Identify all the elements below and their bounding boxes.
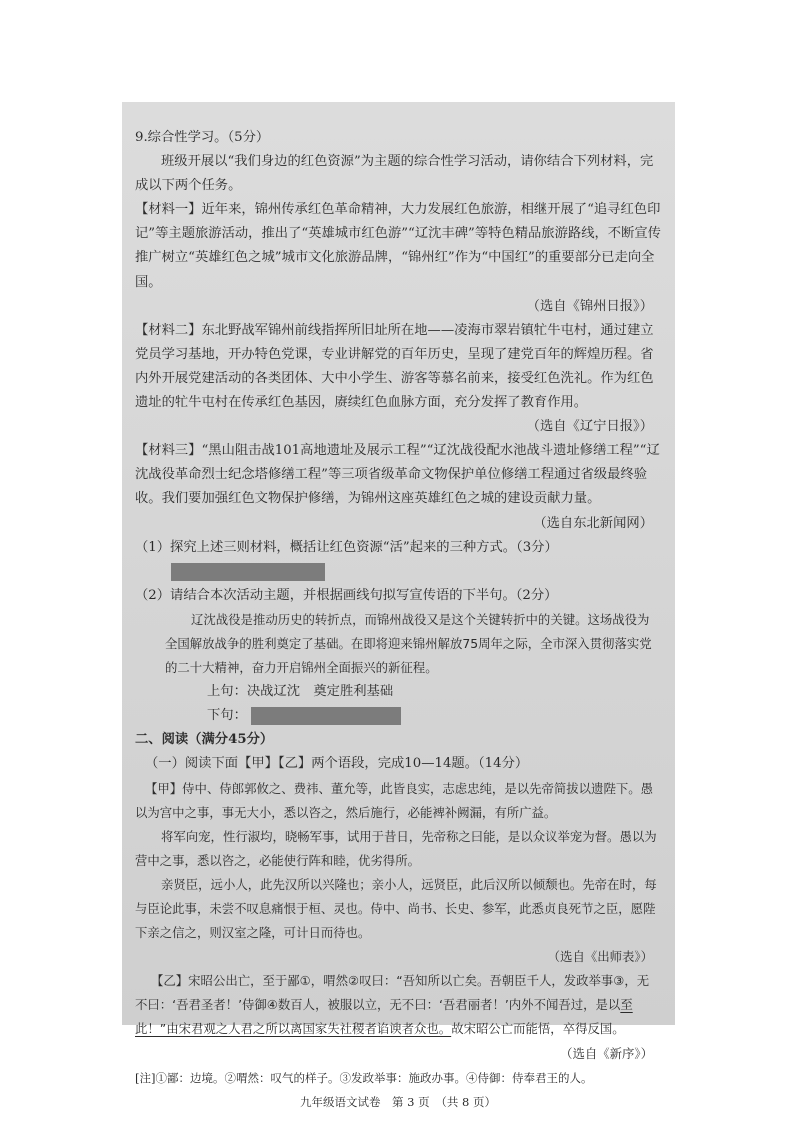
passage-yi-underlined: 至此！”由宋君观之人君之所以离国家失社稷者谄谀者众也。 (135, 997, 633, 1037)
lower-line-label: 下句： (207, 708, 247, 724)
passage-jia-2: 将军向宠，性行淑均，晓畅军事，试用于昔日，先帝称之曰能，是以众议举宠为督。愚以为营中之事，悉以咨之，必能使行阵和睦，优劣得所。 (135, 828, 657, 868)
upper-line: 上句：决战辽沈 奠定胜利基础 (207, 684, 394, 700)
reading-heading: 二、阅读（满分45分） (135, 732, 274, 748)
passage-yi (135, 969, 661, 1041)
annotation-note: [注]①鄙：边境。②喟然：叹气的样子。③发政举事：施政办事。④侍御：侍奉君王的人。 (135, 1070, 593, 1085)
passage-yi-part-a: 【乙】宋昭公出亡，至于鄙①，喟然②叹曰：“吾知所以亡矣。吾朝臣千人，发政举事③，无不曰：‘吾君圣者！’侍御④数百人，被服以立，无不曰：‘吾君丽者！’内外不闻吾过，是以 (135, 973, 650, 1013)
passage-yi-part-c: 故宋昭公亡而能悟，卒得反国。 (451, 1021, 625, 1037)
passage-yi-source: （选自《新序》） (560, 1045, 653, 1061)
reading-part-1: （一）阅读下面【甲】【乙】两个语段，完成10—14题。（14分） (145, 756, 529, 772)
task-2-passage: 辽沈战役是推动历史的转折点，而锦州战役又是这个关键转折中的关键。这场战役为全国解放战争的胜利奠定了基础。在即将迎来锦州解放75周年之际，全市深入贯彻落实党的二十大精神，奋力开启锦州全面振兴的新征程。 (165, 611, 652, 676)
material-1-source: （选自《锦州日报》） (526, 298, 653, 314)
material-2: 【材料二】东北野战军锦州前线指挥所旧址所在地——凌海市翠岩镇牤牛屯村，通过建立党员学习基地，开办特色党课，专业讲解党的百年历史，呈现了建党百年的辉煌历程。省内外开展党建活动的各类团体、大中小学生、游客等慕名前来，接受红色洗礼。作为红色遗址的牤牛屯村在传承红色基因，赓续红色血脉方面，充分发挥了教育作用。 (135, 322, 654, 411)
page-footer: 九年级语文试卷 第 3 页 （共 8 页） (299, 1094, 496, 1109)
question-9-intro: 班级开展以“我们身边的红色资源”为主题的综合性学习活动，请你结合下列材料，完成以下两个任务。 (135, 154, 654, 194)
task-1: （1）探究上述三则材料，概括让红色资源“活”起来的三种方式。（3分） (135, 539, 558, 555)
material-2-source: （选自《辽宁日报》） (526, 419, 653, 435)
material-1: 【材料一】近年来，锦州传承红色革命精神，大力发展红色旅游，相继开展了“追寻红色印记”等主题旅游活动，推出了“英雄城市红色游”“辽沈丰碑”等特色精品旅游路线，不断宣传推广树立“英雄红色之城”城市文化旅游品牌，“锦州红”作为“中国红”的重要部分已走向全国。 (135, 202, 661, 290)
task-2: （2）请结合本次活动主题，并根据画线句拟写宣传语的下半句。（2分） (135, 587, 558, 603)
redacted-answer-2 (251, 707, 401, 725)
passage-jia-source: （选自《出师表》） (547, 949, 653, 965)
redacted-answer-1 (171, 563, 325, 581)
question-9-title: 9.综合性学习。（5分） (135, 130, 270, 145)
passage-jia-1: 【甲】侍中、侍郎郭攸之、费祎、董允等，此皆良实，志虑忠纯，是以先帝简拔以遗陛下。愚以为宫中之事，事无大小，悉以咨之，然后施行，必能裨补阙漏，有所广益。 (135, 780, 654, 820)
material-3-source: （选自东北新闻网） (533, 515, 653, 531)
exam-page (122, 102, 675, 1109)
passage-jia-3: 亲贤臣，远小人，此先汉所以兴隆也；亲小人，远贤臣，此后汉所以倾颓也。先帝在时，每与臣论此事，未尝不叹息痛恨于桓、灵也。侍中、尚书、长史、参军，此悉贞良死节之臣，愿陛下亲之信之，则汉室之隆，可计日而待也。 (135, 876, 657, 941)
material-3: 【材料三】“黑山阻击战101高地遗址及展示工程”“辽沈战役配水池战斗遗址修缮工程”“辽沈战役革命烈士纪念塔修缮工程”等三项省级革命文物保护单位修缮工程通过省级最终验收。我们要加强红色文物保护修缮，为锦州这座英雄红色之城的建设贡献力量。 (135, 443, 660, 507)
